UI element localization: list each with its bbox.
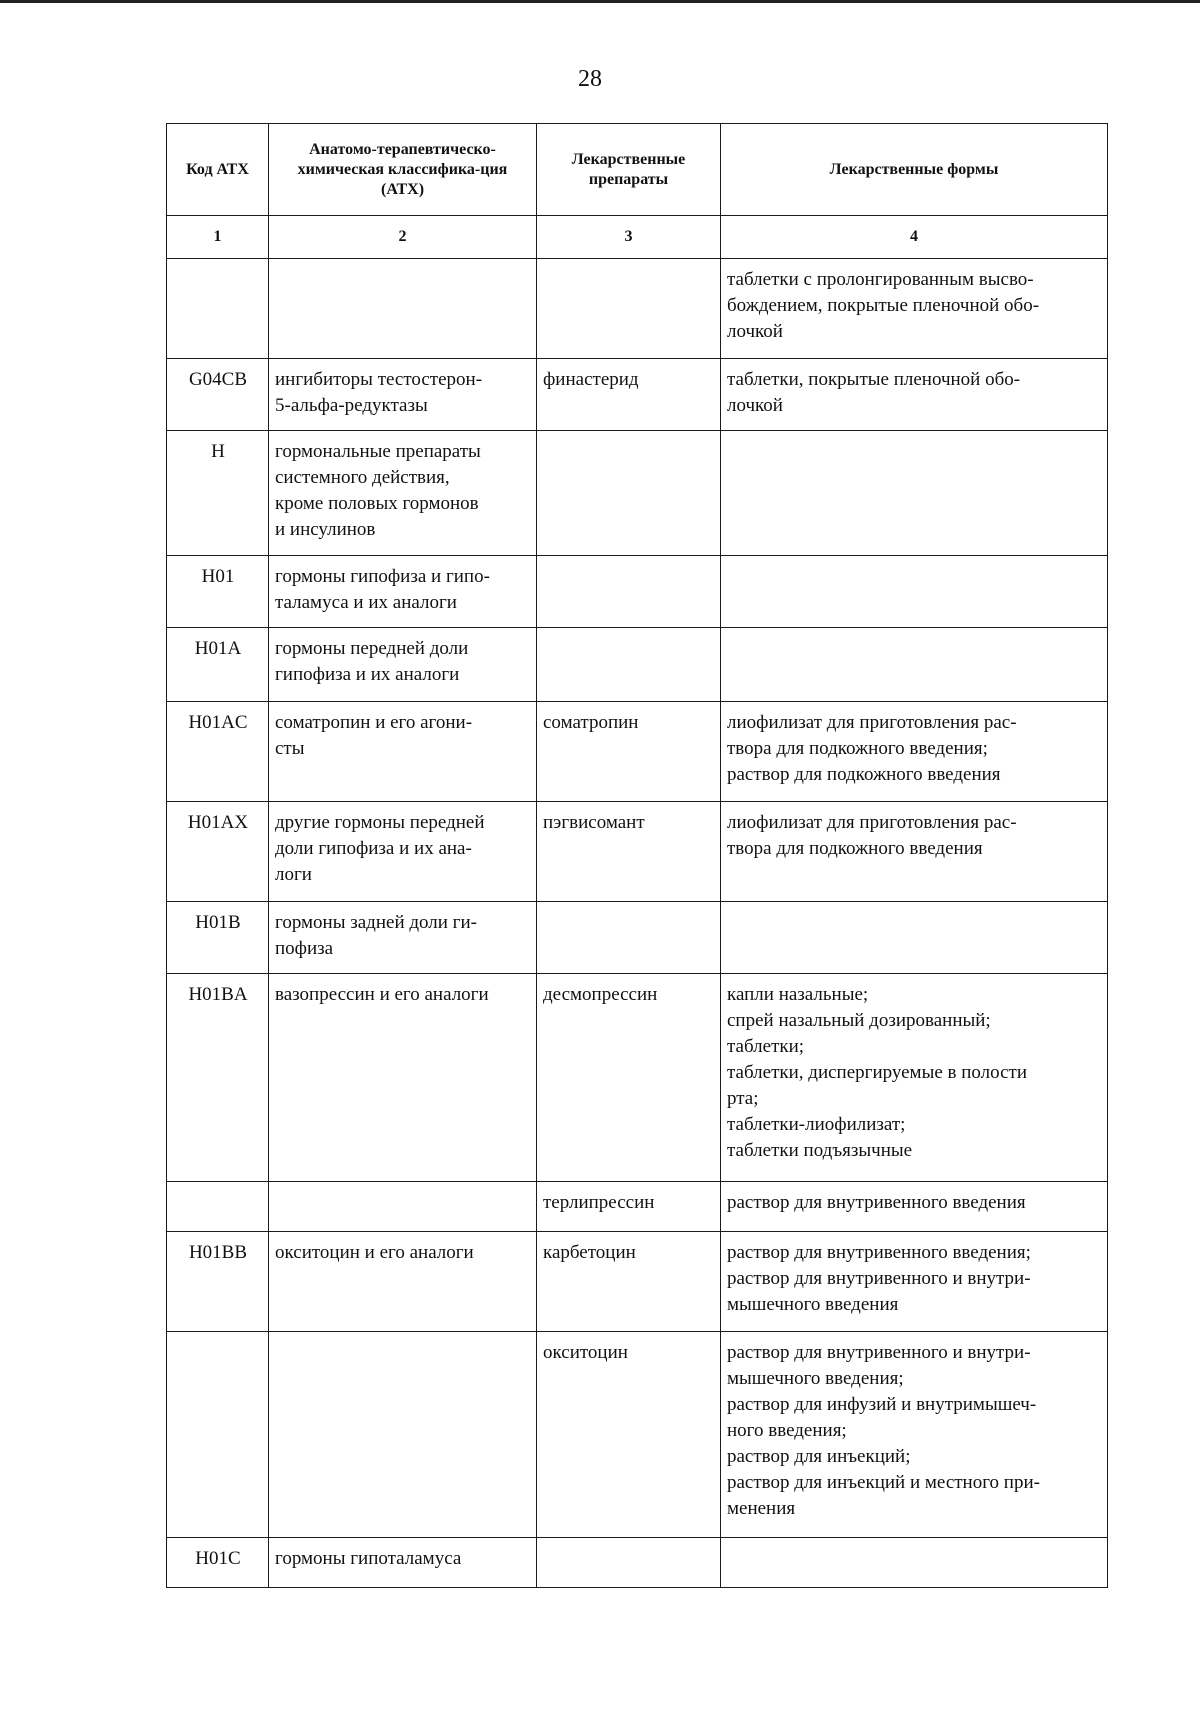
- classification-cell: [269, 1332, 537, 1538]
- dosage-forms-cell: [721, 431, 1108, 556]
- classification-cell: гормоны гипофиза и гипо- таламуса и их аналоги: [269, 556, 537, 628]
- drug-name-cell: финастерид: [537, 359, 721, 431]
- drug-name-cell: окситоцин: [537, 1332, 721, 1538]
- table-row: [167, 628, 1108, 702]
- table-row: [167, 902, 1108, 974]
- classification-cell: соматропин и его агони- сты: [269, 702, 537, 802]
- atx-code-cell: [167, 259, 269, 359]
- header-dosage-forms: Лекарственные формы: [721, 124, 1108, 216]
- dosage-forms-cell: раствор для внутривенного введения; раствор для внутривенного и внутри- мышечного введения: [721, 1232, 1108, 1332]
- dosage-forms-cell: раствор для внутривенного введения: [721, 1182, 1108, 1232]
- page-number: 28: [578, 66, 602, 92]
- dosage-forms-cell: [721, 556, 1108, 628]
- column-number-row: [167, 216, 1108, 259]
- column-number: 3: [537, 216, 721, 259]
- classification-cell: вазопрессин и его аналоги: [269, 974, 537, 1182]
- page-top-rule: [0, 0, 1200, 3]
- table-header-row: [167, 124, 1108, 216]
- atx-code-cell: [167, 1332, 269, 1538]
- drug-name-cell: карбетоцин: [537, 1232, 721, 1332]
- atx-code-cell: H01C: [167, 1538, 269, 1588]
- header-drugs: Лекарственные препараты: [537, 124, 721, 216]
- drug-name-cell: десмопрессин: [537, 974, 721, 1182]
- dosage-forms-cell: лиофилизат для приготовления рас- твора для подкожного введения: [721, 802, 1108, 902]
- classification-cell: [269, 259, 537, 359]
- dosage-forms-cell: [721, 902, 1108, 974]
- classification-cell: ингибиторы тестостерон- 5-альфа-редуктазы: [269, 359, 537, 431]
- drug-name-cell: терлипрессин: [537, 1182, 721, 1232]
- table-row: [167, 1332, 1108, 1538]
- table-row: [167, 802, 1108, 902]
- atx-code-cell: H01B: [167, 902, 269, 974]
- drug-name-cell: [537, 1538, 721, 1588]
- atx-code-cell: H01A: [167, 628, 269, 702]
- drug-name-cell: [537, 556, 721, 628]
- classification-cell: гормоны гипоталамуса: [269, 1538, 537, 1588]
- table-body: [167, 259, 1108, 1588]
- header-classification: Анатомо-терапевтическо-химическая классифика-ция (АТХ): [269, 124, 537, 216]
- classification-cell: гормональные препараты системного действия, кроме половых гормонов и инсулинов: [269, 431, 537, 556]
- dosage-forms-cell: таблетки, покрытые пленочной обо- лочкой: [721, 359, 1108, 431]
- header-atx-code: Код АТХ: [167, 124, 269, 216]
- table-row: [167, 359, 1108, 431]
- dosage-forms-cell: капли назальные; спрей назальный дозированный; таблетки; таблетки, диспергируемые в полости рта; таблетки-лиофилизат; таблетки подъязычные: [721, 974, 1108, 1182]
- table-row: [167, 1232, 1108, 1332]
- drug-name-cell: [537, 628, 721, 702]
- column-number: 4: [721, 216, 1108, 259]
- drug-name-cell: [537, 431, 721, 556]
- dosage-forms-cell: таблетки с пролонгированным высво- бождением, покрытые пленочной обо- лочкой: [721, 259, 1108, 359]
- classification-cell: гормоны задней доли ги- пофиза: [269, 902, 537, 974]
- dosage-forms-cell: раствор для внутривенного и внутри- мышечного введения; раствор для инфузий и внутримышеч- ного введения; раствор для инъекций; раствор для инъекций и местного при- менения: [721, 1332, 1108, 1538]
- column-number: 2: [269, 216, 537, 259]
- atx-code-cell: H01BB: [167, 1232, 269, 1332]
- column-number: 1: [167, 216, 269, 259]
- dosage-forms-cell: [721, 1538, 1108, 1588]
- atx-table: [166, 123, 1108, 1588]
- drug-name-cell: пэгвисомант: [537, 802, 721, 902]
- atx-code-cell: H: [167, 431, 269, 556]
- table-row: [167, 702, 1108, 802]
- table-row: [167, 1538, 1108, 1588]
- dosage-forms-cell: [721, 628, 1108, 702]
- table-row: [167, 259, 1108, 359]
- atx-code-cell: H01AX: [167, 802, 269, 902]
- atx-code-cell: H01AC: [167, 702, 269, 802]
- classification-cell: гормоны передней доли гипофиза и их аналоги: [269, 628, 537, 702]
- classification-cell: окситоцин и его аналоги: [269, 1232, 537, 1332]
- atx-code-cell: H01BA: [167, 974, 269, 1182]
- dosage-forms-cell: лиофилизат для приготовления рас- твора для подкожного введения; раствор для подкожного введения: [721, 702, 1108, 802]
- table-row: [167, 556, 1108, 628]
- atx-code-cell: G04CB: [167, 359, 269, 431]
- drug-name-cell: [537, 259, 721, 359]
- table-row: [167, 431, 1108, 556]
- classification-cell: другие гормоны передней доли гипофиза и их ана- логи: [269, 802, 537, 902]
- table-row: [167, 1182, 1108, 1232]
- drug-name-cell: соматропин: [537, 702, 721, 802]
- drug-name-cell: [537, 902, 721, 974]
- atx-code-cell: [167, 1182, 269, 1232]
- atx-code-cell: H01: [167, 556, 269, 628]
- classification-cell: [269, 1182, 537, 1232]
- table-row: [167, 974, 1108, 1182]
